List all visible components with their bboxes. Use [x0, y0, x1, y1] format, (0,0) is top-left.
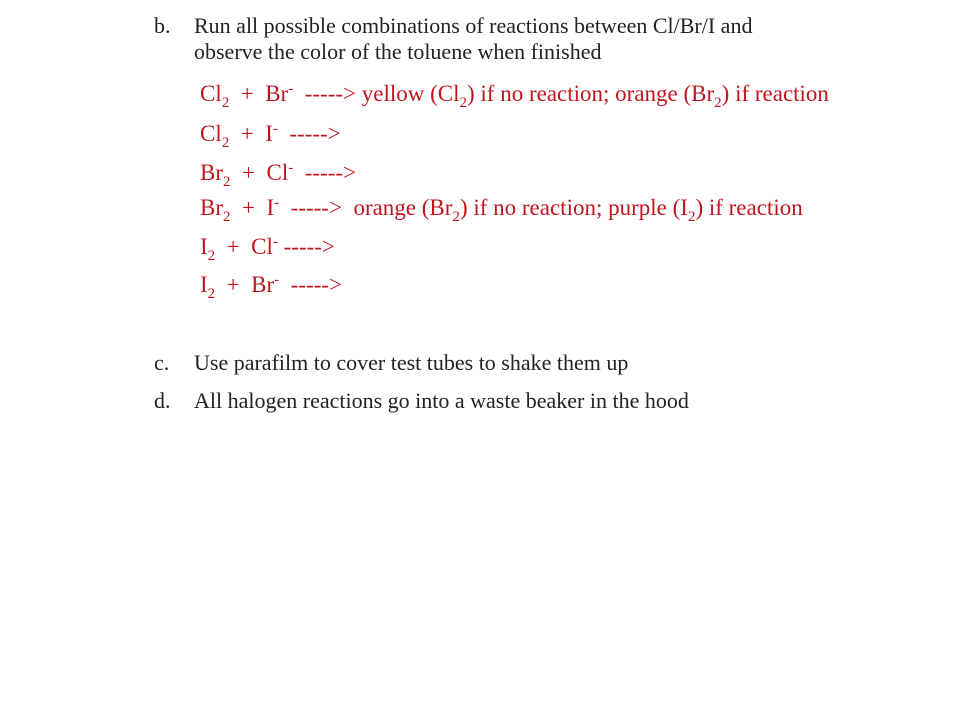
reaction-cl2-i [200, 120, 341, 151]
result-text: ) if reaction [695, 195, 803, 220]
result-subscript: 2 [459, 95, 467, 111]
list-item-d [154, 388, 689, 414]
reaction-br2-cl [200, 159, 356, 190]
reaction-cl2-br [200, 80, 829, 111]
ion: I [266, 195, 275, 220]
result-text: ) if reaction [721, 81, 829, 106]
ion-charge: - [274, 272, 280, 288]
list-item-d-text: All halogen reactions go into a waste beaker in the hood [194, 388, 689, 413]
ion: I [265, 121, 273, 146]
reactant-subscript: 2 [207, 286, 216, 302]
ion: Br [251, 272, 275, 297]
reactant-subscript: 2 [221, 135, 230, 151]
reaction-arrow: -----> [293, 160, 356, 185]
result-text: yellow (Cl [361, 81, 460, 106]
plus-sign: + [230, 195, 267, 220]
result-text: orange (Br [353, 195, 453, 220]
ion-charge: - [272, 234, 278, 250]
ion-charge: - [274, 195, 280, 211]
result-text: ) if no reaction; purple (I [459, 195, 688, 220]
reaction-i2-cl [200, 233, 335, 264]
ion: Cl [251, 234, 273, 259]
reactant-subscript: 2 [221, 95, 230, 111]
list-item-b [154, 13, 752, 65]
plus-sign: + [229, 121, 266, 146]
reaction-i2-br [200, 271, 342, 302]
list-item-b-line-2: observe the color of the toluene when finished [194, 39, 602, 64]
reaction-arrow: -----> [277, 234, 335, 259]
reactant-subscript: 2 [223, 174, 231, 190]
reaction-arrow: -----> [277, 121, 341, 146]
reactant: I [200, 234, 208, 259]
list-marker-d: d. [154, 388, 171, 413]
list-marker-b: b. [154, 13, 171, 38]
list-item-c-text: Use parafilm to cover test tubes to shake them up [194, 350, 629, 375]
result-subscript: 2 [714, 95, 722, 111]
plus-sign: + [230, 160, 267, 185]
ion-charge: - [272, 121, 278, 137]
reactant-subscript: 2 [207, 248, 216, 264]
result-subscript: 2 [687, 209, 696, 225]
result-subscript: 2 [452, 209, 460, 225]
list-item-b-text [194, 13, 752, 65]
list-item-b-line-1: Run all possible combinations of reactions between Cl/Br/I and [194, 13, 753, 38]
reactant-subscript: 2 [223, 209, 231, 225]
reactant: Cl [200, 121, 222, 146]
ion: Cl [266, 160, 289, 185]
plus-sign: + [229, 81, 266, 106]
ion: Br [265, 81, 289, 106]
reactant: I [200, 272, 208, 297]
ion-charge: - [288, 81, 294, 97]
reactant: Br [200, 160, 223, 185]
list-item-c [154, 350, 628, 376]
reaction-arrow: -----> [293, 81, 362, 106]
reaction-arrow: -----> [279, 272, 342, 297]
plus-sign: + [215, 272, 252, 297]
list-marker-c: c. [154, 350, 170, 375]
plus-sign: + [215, 234, 252, 259]
reactant: Cl [200, 81, 222, 106]
result-text: ) if no reaction; orange (Br [467, 81, 715, 106]
ion-charge: - [288, 160, 294, 176]
reaction-br2-i [200, 194, 803, 225]
reaction-arrow: -----> [279, 195, 354, 220]
reactant: Br [200, 195, 223, 220]
